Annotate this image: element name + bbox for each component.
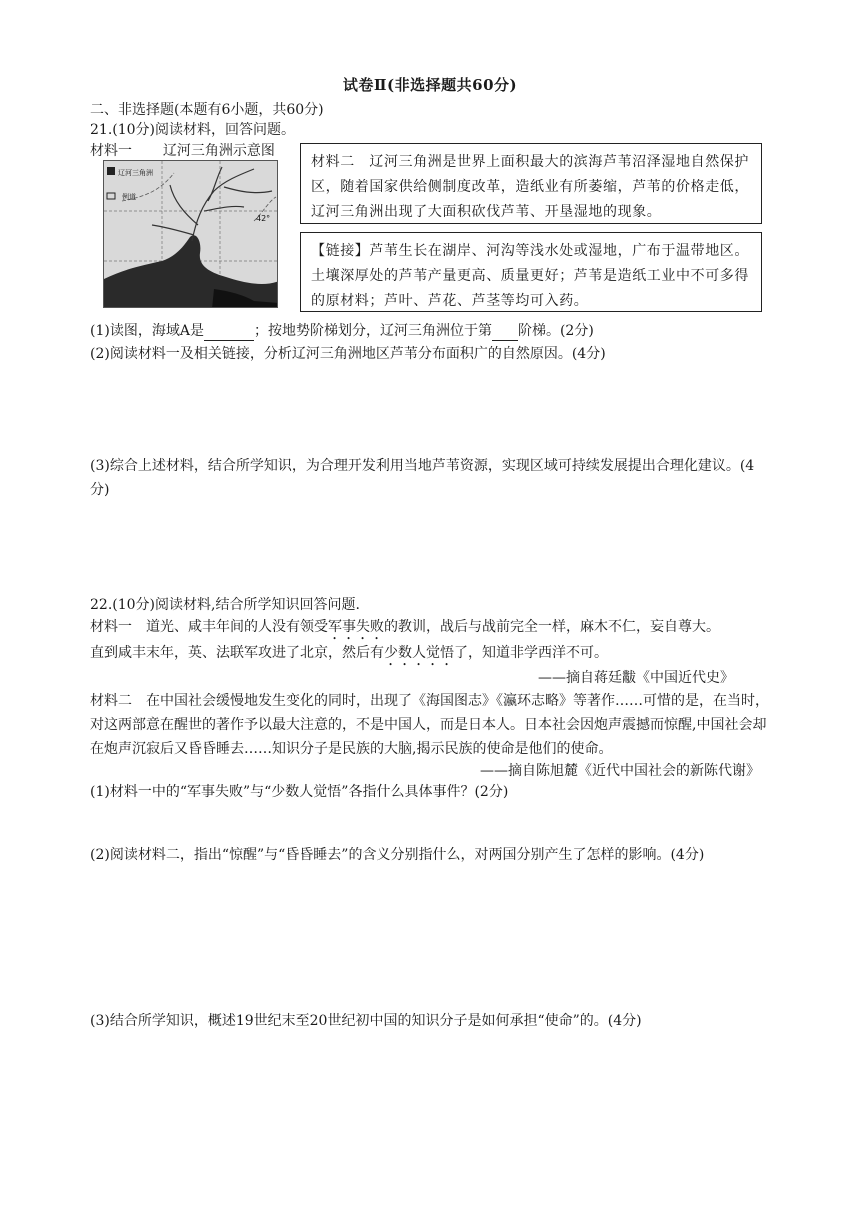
q22-stem: 22.(10分)阅读材料,结合所学知识回答问题.: [90, 597, 360, 613]
q22-material1-line2: [90, 642, 608, 669]
q21-material2-box: 材料二 辽河三角洲是世界上面积最大的滨海芦苇沼泽湿地自然保护区，随着国家供给侧制度改革，造纸业有所萎缩，芦苇的价格走低，辽河三角洲出现了大面积砍伐芦苇、开垦湿地的现象。: [300, 143, 762, 224]
q22-m1-text-d: 了，知道非学西洋不可。: [454, 645, 608, 661]
map-latitude-label: 42°: [256, 214, 271, 223]
liaohe-delta-map: [103, 160, 278, 308]
q22-m1-text-b: 的教训，战后与战前完全一样，麻木不仁，妄自尊大。: [384, 619, 720, 635]
q22-material1-line1: [90, 616, 720, 643]
q22-material1-source: ——摘自蒋廷黻《中国近代史》: [538, 670, 734, 686]
q22-m1-text-c: 直到咸丰末年，英、法联军攻进了北京，然后有: [90, 645, 384, 661]
map-legend-river: 例道: [122, 193, 136, 201]
q21-material1-label: 材料一: [90, 143, 132, 159]
page-title: 试卷Ⅱ(非选择题共60分): [342, 76, 518, 94]
q21-stem: 21.(10分)阅读材料，回答问题。: [90, 122, 296, 138]
answer-blank-step[interactable]: [492, 326, 518, 341]
q21-part1-text-a: (1)读图，海域A是: [90, 323, 204, 339]
map-graphic: [104, 161, 278, 308]
q21-part1: [90, 321, 594, 341]
q22-part2: (2)阅读材料二，指出“惊醒”与“昏昏睡去”的含义分别指什么，对两国分别产生了怎样的影响。(4分): [90, 847, 705, 863]
q21-part2: (2)阅读材料一及相关链接，分析辽河三角洲地区芦苇分布面积广的自然原因。(4分): [90, 346, 606, 362]
map-legend-delta: 辽河三角洲: [118, 169, 153, 177]
q21-part3: (3)综合上述材料，结合所学知识，为合理开发利用当地芦苇资源，实现区域可持续发展提出合理化建议。(4分): [90, 458, 755, 498]
q21-material1-heading: [90, 141, 275, 161]
q22-material2: 材料二 在中国社会缓慢地发生变化的同时，出现了《海国图志》《瀛环志略》等著作……可惜的是，在当时，对这两部意在醒世的著作予以最大注意的，不是中国人，而是日本人。日本社会因炮声震撼而惊醒,中国社会却在炮声沉寂后又昏昏睡去……知识分子是民族的大脑,揭示民族的使命是他们的使命。: [90, 693, 769, 757]
q22-part3: (3)结合所学知识，概述19世纪末至20世纪初中国的知识分子是如何承担“使命”的。(4分): [90, 1013, 642, 1029]
q22-m1-text-a: 材料一 道光、咸丰年间的人没有领受: [90, 619, 328, 635]
section-heading: 二、非选择题(本题有6小题，共60分): [90, 102, 324, 118]
q22-part1: (1)材料一中的“军事失败”与“少数人觉悟”各指什么具体事件？(2分): [90, 784, 509, 800]
q22-m1-emphasis-military-defeat: 军事失败: [328, 619, 384, 635]
q21-link-box: 【链接】芦苇生长在湖岸、河沟等浅水处或湿地，广布于温带地区。土壤深厚处的芦苇产量更高、质量更好；芦苇是造纸工业中不可多得的原材料；芦叶、芦花、芦茎等均可入药。: [300, 232, 762, 312]
answer-blank-sea[interactable]: [204, 326, 254, 341]
q21-part1-text-b: ；按地势阶梯划分，辽河三角洲位于第: [253, 323, 492, 339]
q21-part1-text-c: 阶梯。(2分): [517, 323, 594, 339]
q22-m1-emphasis-awakening: 少数人觉悟: [384, 645, 454, 661]
q21-material1-caption: 辽河三角洲示意图: [162, 143, 275, 159]
q22-material2-source: ——摘自陈旭麓《近代中国社会的新陈代谢》: [480, 763, 760, 779]
